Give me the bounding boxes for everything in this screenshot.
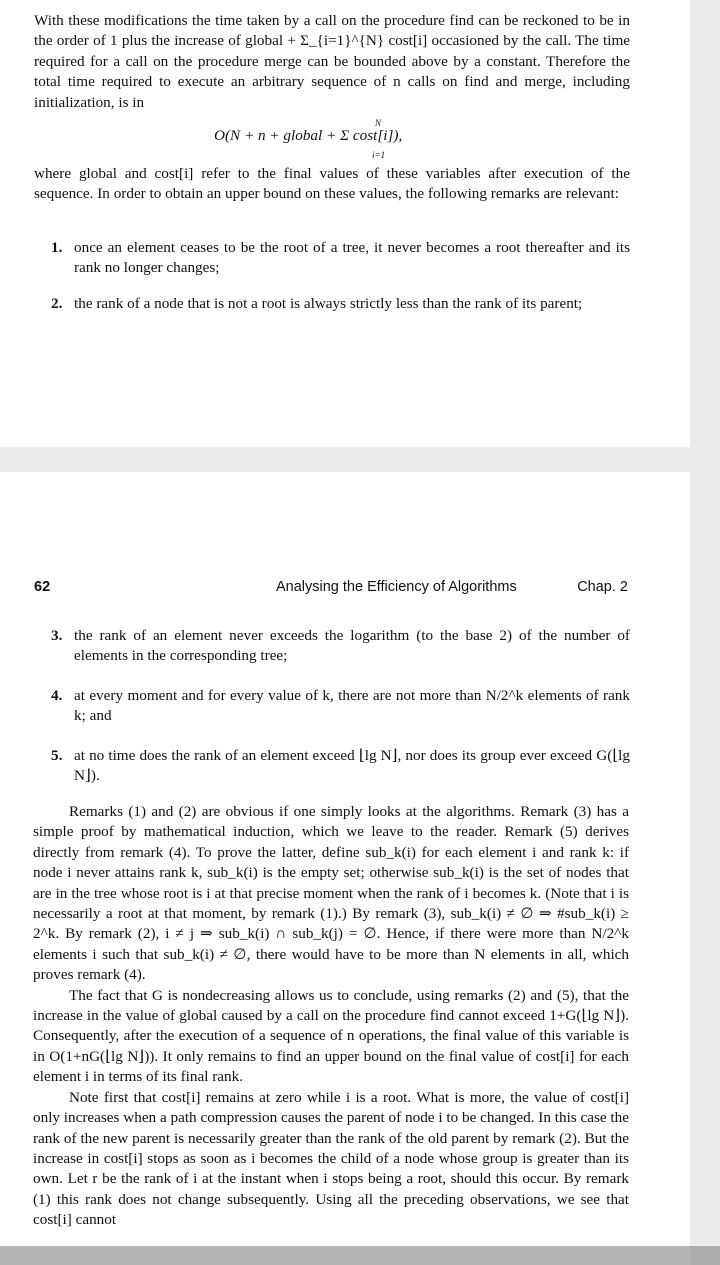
formula-total-time (214, 118, 514, 162)
formula-lower-limit: i=1 (372, 150, 386, 160)
list-item (34, 294, 630, 314)
list-item-number: 2. (51, 295, 63, 312)
paragraph-find-cost: With these modifications the time taken by a call on the procedure find can be reckoned to be in the order of 1 plus the increase of global + Σ_{i=1}^{N} cost[i] occasioned by the call. The time required for a call on the procedure merge can be bounded above by a constant. Therefore the total time required to execute an arbitrary sequence of n calls on find and merge, including initialization, is in (34, 12, 630, 111)
list-item-text: at no time does the rank of an element exceed ⌊lg N⌋, nor does its group ever exceed G(⌊lg N⌋). (74, 747, 630, 785)
remark-3 (34, 626, 630, 667)
list-item-text: at every moment and for every value of k, there are not more than N/2^k elements of rank k; and (74, 687, 630, 725)
running-header (34, 579, 628, 601)
chapter-title: Analysing the Efficiency of Algorithms (276, 579, 517, 595)
list-item-number: 3. (51, 627, 63, 644)
formula-upper-limit: N (375, 118, 382, 128)
bottom-overlay-bar (0, 1246, 720, 1265)
paragraph-where (34, 164, 630, 205)
list-item-text: the rank of a node that is not a root is always strictly less than the rank of its parent; (74, 295, 583, 312)
list-item (34, 686, 630, 727)
remark-2 (34, 294, 630, 314)
list-item (34, 746, 630, 787)
paragraph-remarks-proof: Remarks (1) and (2) are obvious if one simply looks at the algorithms. Remark (3) has a simple proof by mathematical induction, which we leave to the reader. Remark (5) derives directly from remark (4). To prove the latter, define sub_k(i) for each element i and rank k: if node i never attains rank k, sub_k(i) is the empty set; otherwise sub_k(i) is the set of nodes that are in the tree whose root is i at that precise moment when the rank of i becomes k. (Note that i is necessarily a root at that moment, by remark (1).) By remark (3), sub_k(i) ≠ ∅ ⇒ #sub_k(i) ≥ 2^k. By remark (2), i ≠ j ⇒ sub_k(i) ∩ sub_k(j) = ∅. Hence, if there were more than N/2^k elements i such that sub_k(i) ≠ ∅, there would have to be more than N elements in all, which proves remark (4). (33, 803, 629, 984)
paragraph-top (34, 11, 630, 113)
paragraph-global-bound: The fact that G is nondecreasing allows us to conclude, using remarks (2) and (5), that the increase in the value of global caused by a call on the procedure find cannot exceed 1+G(⌊lg N⌋). Consequently, after the execution of a sequence of n operations, the final value of this variable is in O(1+nG(⌊lg N⌋)). It only remains to find an upper bound on the final value of cost[i] for each element i in terms of its final rank. (33, 986, 629, 1086)
remark-1 (34, 238, 630, 279)
list-item-text: the rank of an element never exceeds the logarithm (to the base 2) of the number of elements in the corresponding tree; (74, 627, 630, 665)
list-item (34, 238, 630, 279)
list-item (34, 626, 630, 667)
body-text (33, 802, 629, 1231)
list-item-number: 4. (51, 687, 63, 704)
formula-expression: O(N + n + global + Σ cost[i]), (214, 127, 403, 144)
list-item-text: once an element ceases to be the root of a tree, it never becomes a root thereafter and its rank no longer changes; (74, 239, 630, 277)
remark-5 (34, 746, 630, 787)
page-number: 62 (34, 579, 51, 595)
remark-4 (34, 686, 630, 727)
list-item-number: 5. (51, 747, 63, 764)
list-item-number: 1. (51, 239, 63, 256)
paragraph-cost-bound: Note first that cost[i] remains at zero while i is a root. What is more, the value of cost[i] only increases when a path compression causes the parent of node i to be changed. In this case the rank of the new parent is necessarily greater than the rank of the old parent by remark (2). But the increase in cost[i] stops as soon as i becomes the child of a node whose group is greater than its own. Let r be the rank of i at the instant when i stops being a root, should this occur. By remark (1) this rank does not change subsequently. Using all the preceding observations, we see that cost[i] cannot (33, 1088, 629, 1229)
chapter-label: Chap. 2 (577, 579, 628, 595)
paragraph-where-global: where global and cost[i] refer to the final values of these variables after execution of the sequence. In order to obtain an upper bound on these values, the following remarks are relevant: (34, 165, 630, 203)
